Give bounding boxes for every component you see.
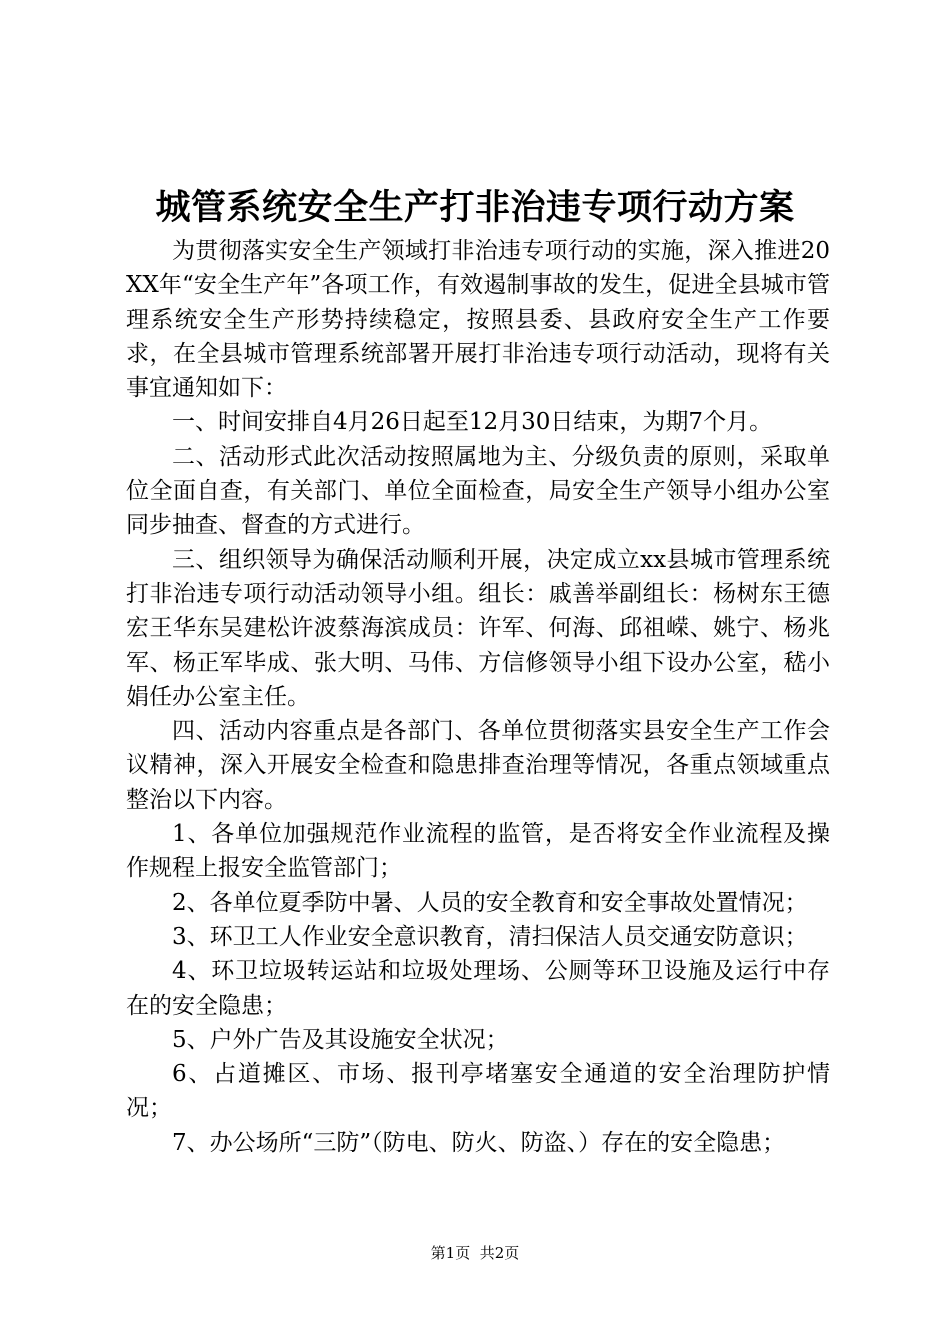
page-footer: [0, 1243, 950, 1263]
section-leadership: 三、组织领导为确保活动顺利开展，决定成立xx县城市管理系统打非治违专项行动活动领导小组。组长：戚善举副组长：杨树东王德宏王华东吴建松许波蔡海滨成员：许军、何海、邱祖嵘、姚宁、杨兆军、杨正军毕成、张大明、马伟、方信修领导小组下设办公室，嵇小娟任办公室主任。: [126, 546, 830, 710]
section-schedule: 一、时间安排自4月26日起至12月30日结束，为期7个月。: [172, 409, 773, 436]
list-item: 5、户外广告及其设施安全状况；: [172, 1026, 509, 1053]
list-item: 1、各单位加强规范作业流程的监管，是否将安全作业流程及操作规程上报安全监管部门；: [126, 821, 830, 882]
section-activity-content: 四、活动内容重点是各部门、各单位贯彻落实县安全生产工作会议精神，深入开展安全检查和隐患排查治理等情况，各重点领域重点整治以下内容。: [126, 718, 830, 813]
list-item: 3、环卫工人作业安全意识教育，清扫保洁人员交通安防意识；: [172, 923, 808, 950]
page-number: 第1页: [430, 1244, 471, 1262]
list-item: 2、各单位夏季防中暑、人员的安全教育和安全事故处置情况；: [172, 889, 808, 916]
intro-paragraph: 为贯彻落实安全生产领域打非治违专项行动的实施，深入推进20XX年“安全生产年”各项工作，有效遏制事故的发生，促进全县城市管理系统安全生产形势持续稳定，按照县委、县政府安全生产工作要求，在全县城市管理系统部署开展打非治违专项行动活动，现将有关事宜通知如下：: [126, 238, 830, 402]
section-activity-form: 二、活动形式此次活动按照属地为主、分级负责的原则，采取单位全面自查，有关部门、单位全面检查，局安全生产领导小组办公室同步抽查、督查的方式进行。: [126, 443, 830, 539]
document-title: 城管系统安全生产打非治违专项行动方案: [155, 188, 795, 228]
list-item: 4、环卫垃圾转运站和垃圾处理场、公厕等环卫设施及运行中存在的安全隐患；: [126, 958, 830, 1019]
list-item: 6、占道摊区、市场、报刊亭堵塞安全通道的安全治理防护情况；: [126, 1061, 830, 1122]
page-total: 共2页: [479, 1244, 520, 1262]
list-item: 7、办公场所“三防”（防电、防火、防盗、）存在的安全隐患；: [172, 1129, 786, 1156]
document-body: [126, 234, 830, 1160]
